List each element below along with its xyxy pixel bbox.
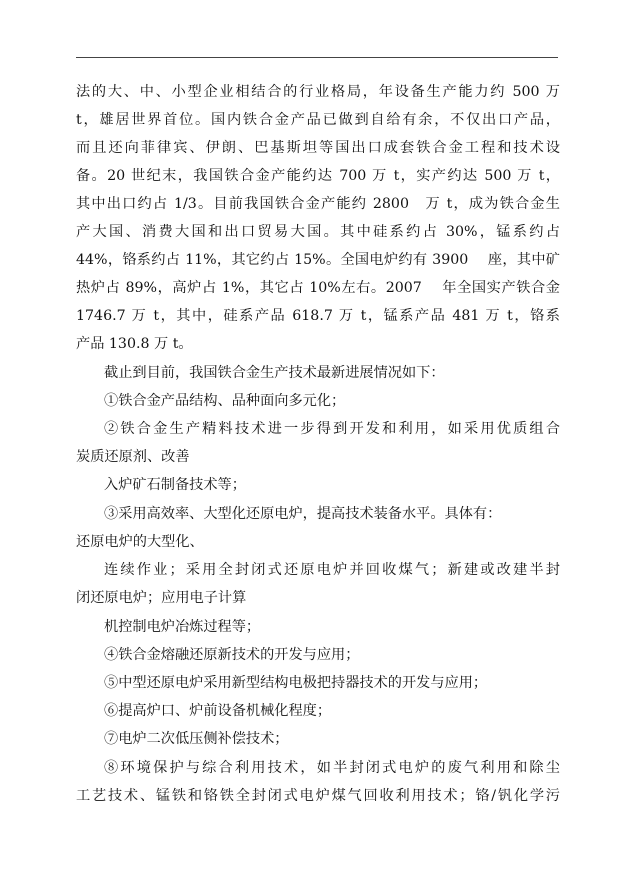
text-line: 1746.7 万 t，其中，硅系产品 618.7 万 t，锰系产品 481 万 t，铬系: [76, 308, 560, 324]
text-line: 工艺技术、锰铁和铬铁全封闭式电炉煤气回收利用技术；铬/钒化学污: [76, 788, 560, 804]
header-rule: [76, 57, 558, 58]
text-line: 还原电炉的大型化、: [76, 534, 204, 550]
text-line: 闭还原电炉；应用电子计算: [76, 590, 247, 606]
text-line: 机控制电炉冶炼过程等；: [104, 619, 261, 635]
text-line: 产大国、消费大国和出口贸易大国。其中硅系约占 30%，锰系约占: [76, 224, 560, 240]
text-line: 炭质还原剂、改善: [76, 449, 190, 465]
text-line: 44%，铬系约占 11%，其它约占 15%。全国电炉约有 3900 座，其中矿: [76, 252, 560, 268]
text-line: 热炉占 89%，高炉占 1%，其它占 10%左右。2007 年全国实产铁合金: [76, 280, 560, 296]
intro-paragraph: 截止到目前，我国铁合金生产技术最新进展情况如下：: [104, 365, 445, 381]
list-item-8: ⑧环境保护与综合利用技术，如半封闭式电炉的废气利用和除尘: [104, 760, 560, 776]
list-item-2: ②铁合金生产精料技术进一步得到开发和利用，如采用优质组合: [104, 421, 560, 437]
text-line: 而且还向菲律宾、伊朗、巴基斯坦等国出口成套铁合金工程和技术设: [76, 140, 560, 156]
text-line: t，雄居世界首位。国内铁合金产品已做到自给有余，不仅出口产品，: [76, 112, 560, 128]
text-line: 入炉矿石制备技术等；: [104, 477, 246, 493]
list-item-7: ⑦电炉二次低压侧补偿技术；: [104, 731, 289, 747]
list-item-6: ⑥提高炉口、炉前设备机械化程度；: [104, 703, 332, 719]
text-line: 法的大、中、小型企业相结合的行业格局，年设备生产能力约 500 万: [76, 84, 560, 100]
list-item-5: ⑤中型还原电炉采用新型结构电极把持器技术的开发与应用；: [104, 675, 488, 691]
list-item-4: ④铁合金熔融还原新技术的开发与应用；: [104, 647, 360, 663]
text-line: 连续作业；采用全封闭式还原电炉并回收煤气；新建或改建半封: [104, 562, 560, 578]
text-line: 其中出口约占 1/3。目前我国铁合金产能约 2800 万 t，成为铁合金生: [76, 196, 560, 212]
list-item-1: ①铁合金产品结构、品种面向多元化；: [104, 393, 346, 409]
list-item-3: ③采用高效率、大型化还原电炉，提高技术装备水平。具体有：: [104, 506, 502, 522]
text-line: 产品 130.8 万 t。: [76, 336, 193, 352]
text-line: 备。20 世纪末，我国铁合金产能约达 700 万 t，实产约达 500 万 t，: [76, 168, 560, 184]
